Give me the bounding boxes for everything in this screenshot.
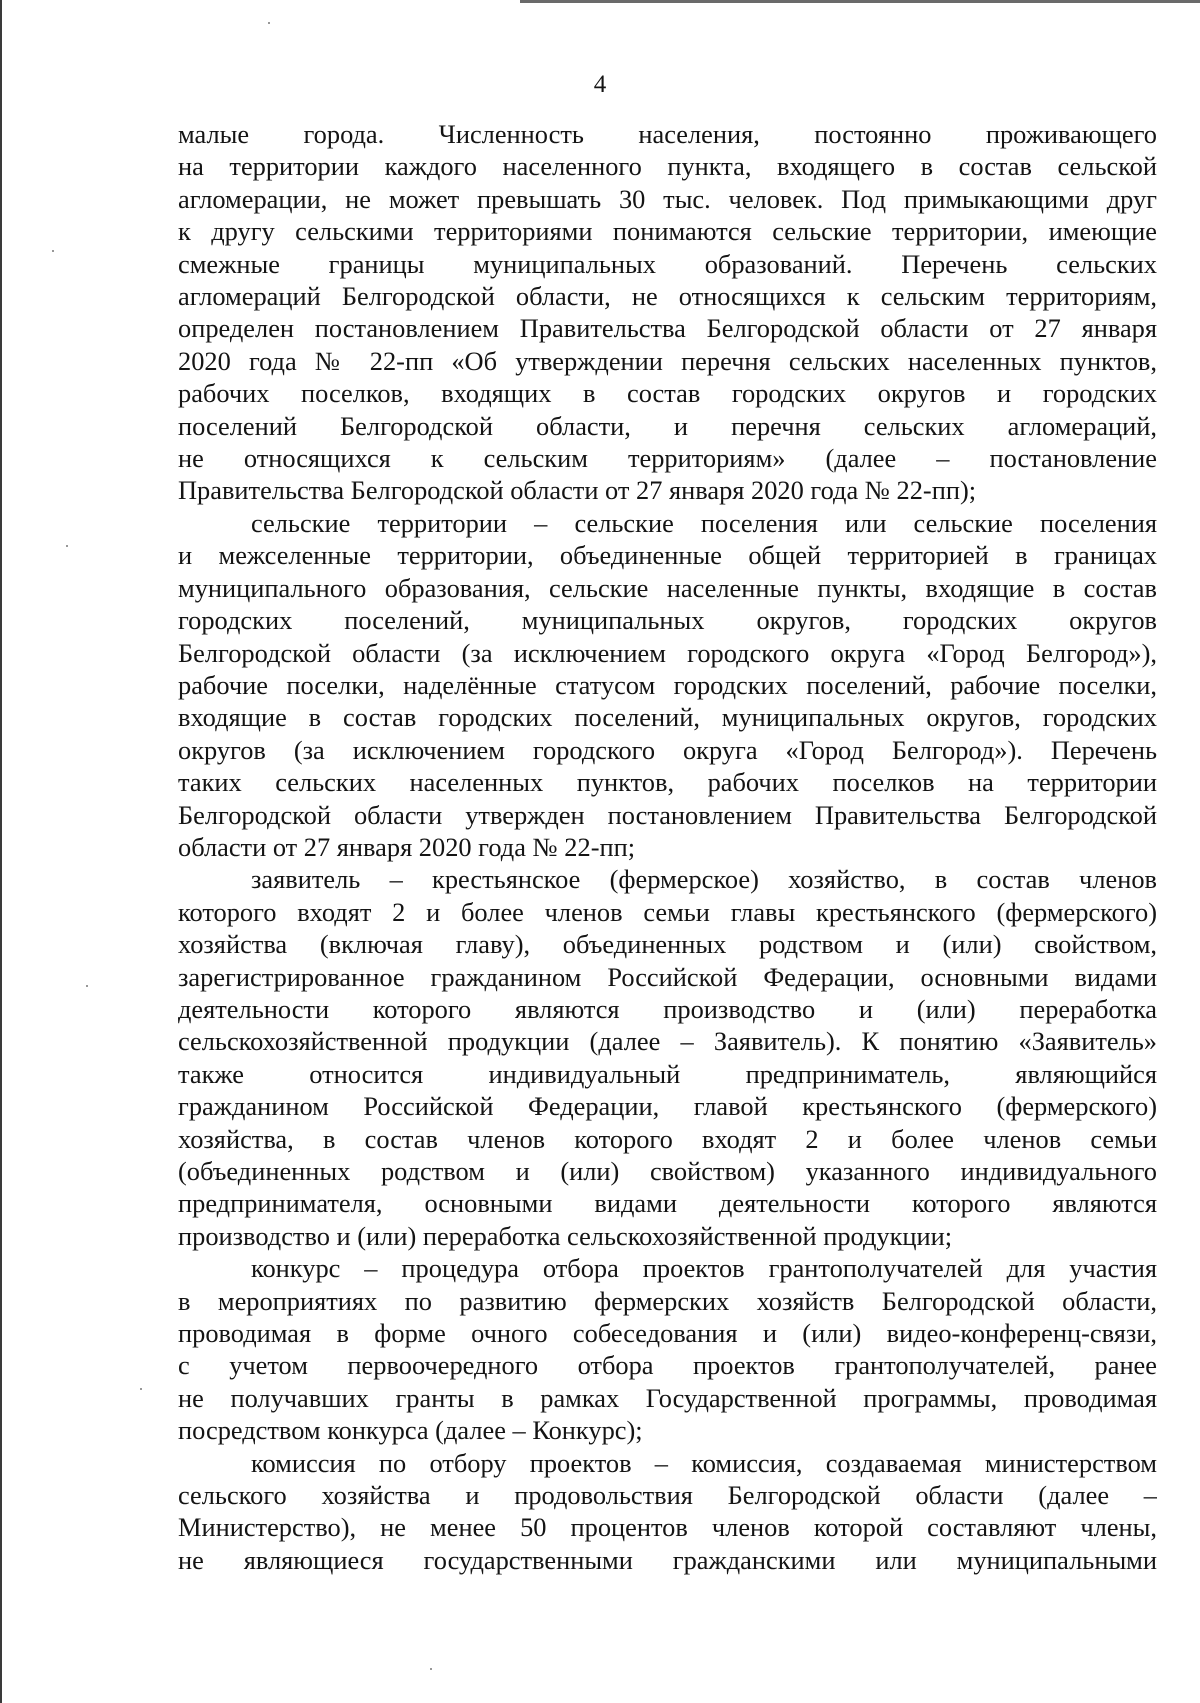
- text-line: гражданином Российской Федерации, главой крестьянского (фермерского): [178, 1091, 1157, 1122]
- text-line: входящие в состав городских поселений, муниципальных округов, городских: [178, 702, 1157, 733]
- text-line: малые города. Численность населения, постоянно проживающего: [178, 119, 1157, 149]
- text-line: предпринимателя, основными видами деятельности которого являются: [178, 1188, 1157, 1219]
- text-line: смежные границы муниципальных образований. Перечень сельских: [178, 248, 1157, 279]
- scan-speck: [140, 1388, 142, 1390]
- body-text: [178, 118, 1157, 1576]
- text-line: проводимая в форме очного собеседования и (или) видео-конференц-связи,: [178, 1318, 1157, 1349]
- text-line: агломерации, не может превышать 30 тыс. человек. Под примыкающими друг: [178, 183, 1157, 214]
- text-line: округов (за исключением городского округа «Город Белгород»). Перечень: [178, 734, 1157, 765]
- scan-speck: [430, 1668, 432, 1670]
- text-line: рабочие поселки, наделённые статусом городских поселений, рабочие поселки,: [178, 669, 1157, 700]
- scan-edge-top: [520, 0, 1200, 3]
- text-line: в мероприятиях по развитию фермерских хозяйств Белгородской области,: [178, 1285, 1157, 1316]
- text-line: зарегистрированное гражданином Российской Федерации, основными видами: [178, 961, 1157, 992]
- text-line: которого входят 2 и более членов семьи главы крестьянского (фермерского): [178, 896, 1157, 927]
- text-line: таких сельских населенных пунктов, рабочих поселков на территории: [178, 767, 1157, 798]
- text-line: муниципального образования, сельские населенные пункты, входящие в состав: [178, 572, 1157, 603]
- text-line: не являющиеся государственными гражданскими или муниципальными: [178, 1544, 1157, 1575]
- text-line: также относится индивидуальный предприниматель, являющийся: [178, 1058, 1157, 1089]
- text-line: определен постановлением Правительства Белгородской области от 27 января: [178, 313, 1157, 344]
- text-line: производство и (или) переработка сельскохозяйственной продукции;: [178, 1220, 953, 1251]
- text-line: деятельности которого являются производство и (или) переработка: [178, 993, 1157, 1024]
- text-line: и межселенные территории, объединенные общей территорией в границах: [178, 540, 1157, 571]
- scan-speck: [268, 22, 270, 24]
- text-line: посредством конкурса (далее – Конкурс);: [178, 1415, 643, 1446]
- text-line: поселений Белгородской области, и перечня сельских агломераций,: [178, 410, 1157, 441]
- text-line: к другу сельскими территориями понимаются сельские территории, имеющие: [178, 216, 1157, 247]
- scan-edge-left: [0, 0, 2, 1703]
- text-line: агломераций Белгородской области, не относящихся к сельским территориям,: [178, 281, 1157, 312]
- text-line: области от 27 января 2020 года № 22-пп;: [178, 831, 636, 862]
- text-line: хозяйства, в состав членов которого входят 2 и более членов семьи: [178, 1123, 1157, 1154]
- text-line: не относящихся к сельским территориям» (далее – постановление: [178, 443, 1157, 474]
- text-line: на территории каждого населенного пункта, входящего в состав сельской: [178, 151, 1157, 182]
- text-line: хозяйства (включая главу), объединенных родством и (или) свойством,: [178, 929, 1157, 960]
- text-line: не получавших гранты в рамках Государственной программы, проводимая: [178, 1382, 1157, 1413]
- text-line: (объединенных родством и (или) свойством) указанного индивидуального: [178, 1156, 1157, 1186]
- text-line: Белгородской области утвержден постановлением Правительства Белгородской: [178, 799, 1157, 830]
- scan-speck: [66, 545, 68, 547]
- page-number: 4: [593, 71, 607, 98]
- text-line: Правительства Белгородской области от 27 января 2020 года № 22-пп);: [178, 475, 977, 506]
- text-line: с учетом первоочередного отбора проектов грантополучателей, ранее: [178, 1350, 1157, 1381]
- scan-speck: [86, 985, 88, 987]
- text-line: сельского хозяйства и продовольствия Белгородской области (далее –: [178, 1480, 1157, 1511]
- text-line: 2020 года № 22-пп «Об утверждении перечня сельских населенных пунктов,: [178, 345, 1157, 376]
- text-line: конкурс – процедура отбора проектов грантополучателей для участия: [251, 1253, 1157, 1284]
- text-line: комиссия по отбору проектов – комиссия, создаваемая министерством: [251, 1447, 1157, 1478]
- text-line: сельскохозяйственной продукции (далее – Заявитель). К понятию «Заявитель»: [178, 1026, 1157, 1057]
- text-line: Белгородской области (за исключением городского округа «Город Белгород»),: [178, 637, 1157, 668]
- scan-speck: [52, 250, 54, 252]
- text-line: заявитель – крестьянское (фермерское) хозяйство, в состав членов: [251, 864, 1157, 895]
- text-line: Министерство), не менее 50 процентов членов которой составляют члены,: [178, 1512, 1157, 1543]
- text-line: городских поселений, муниципальных округов, городских округов: [178, 605, 1157, 636]
- text-line: сельские территории – сельские поселения или сельские поселения: [251, 507, 1157, 538]
- text-line: рабочих поселков, входящих в состав городских округов и городских: [178, 378, 1157, 409]
